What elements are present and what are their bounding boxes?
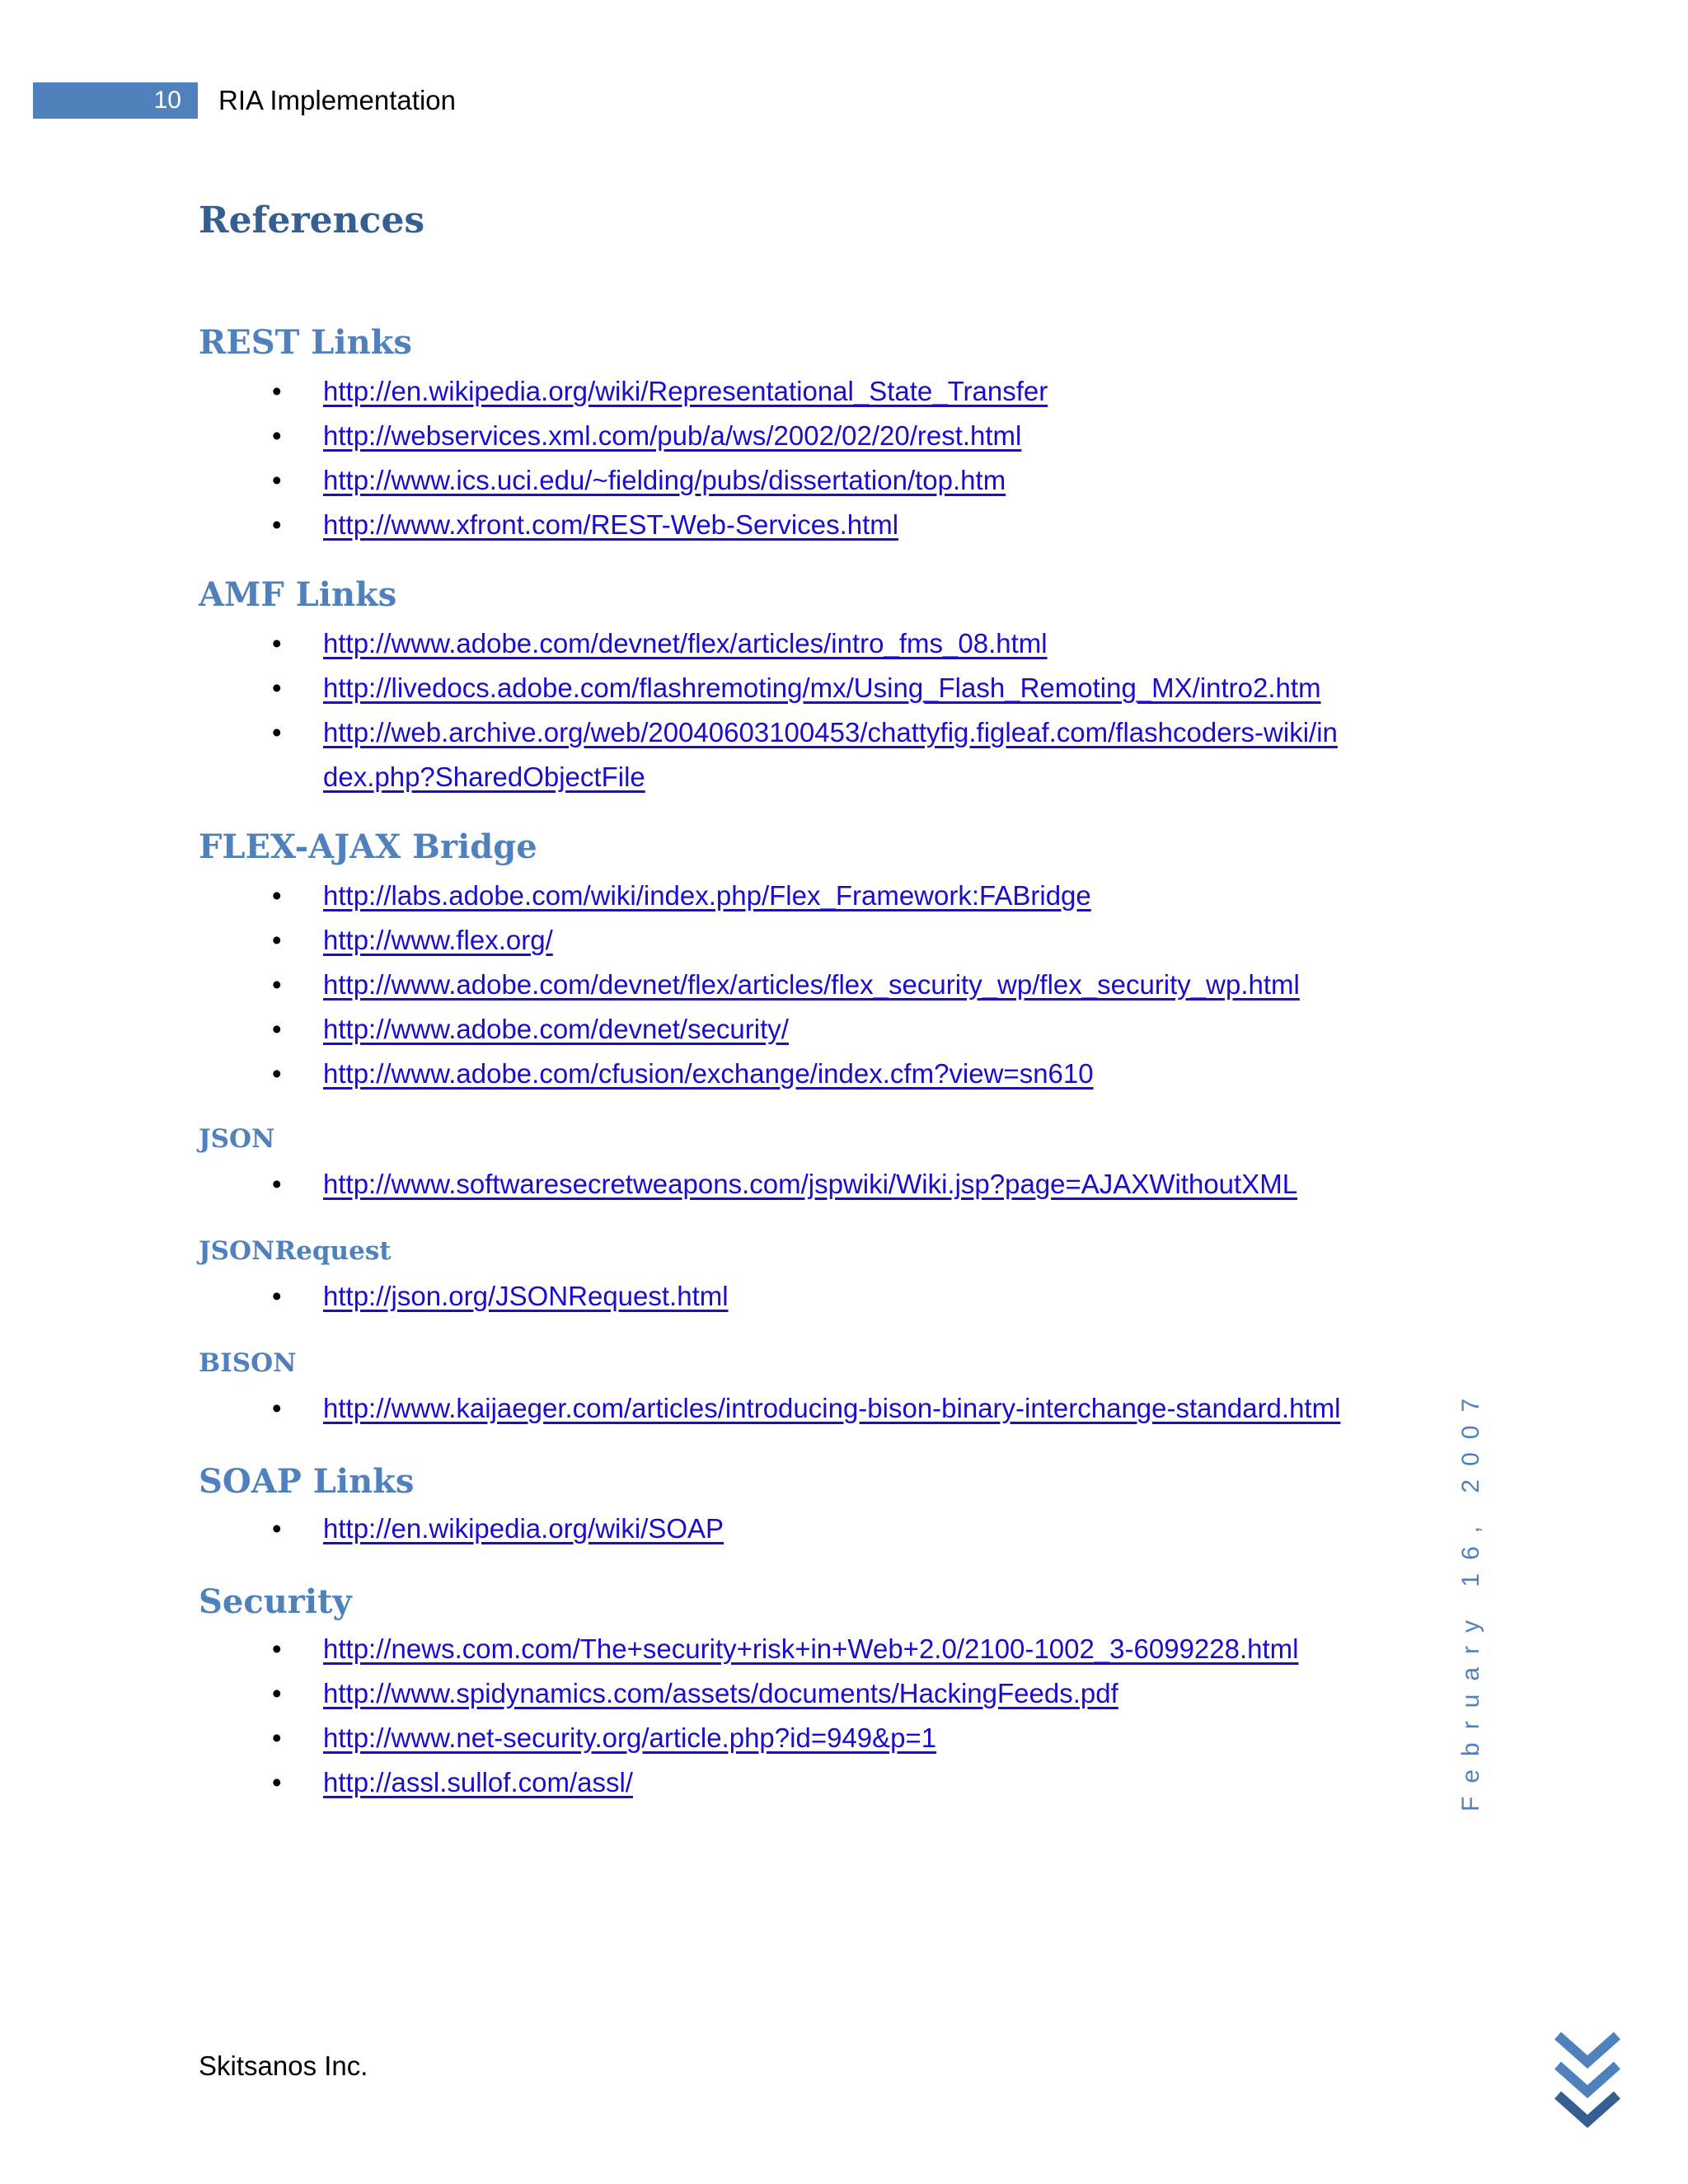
bullet-icon: • (272, 673, 282, 703)
page-number: 10 (153, 87, 181, 114)
section-heading-rest: REST Links (199, 323, 412, 362)
section-heading-amf: AMF Links (199, 575, 397, 614)
list-item (0, 1716, 1477, 1760)
list-item (0, 710, 1345, 799)
bullet-icon: • (272, 465, 282, 495)
list-item (0, 503, 1477, 547)
reference-link[interactable]: http://webservices.xml.com/pub/a/ws/2002/02/20/rest.html (323, 420, 1022, 451)
reference-link[interactable]: http://livedocs.adobe.com/flashremoting/mx/Using_Flash_Remoting_MX/intro2.htm (323, 673, 1321, 703)
reference-link[interactable]: http://web.archive.org/web/20040603100453/chattyfig.figleaf.com/flashcoders-wiki/index.php?SharedObjectFile (323, 717, 1338, 792)
json-link-list (0, 1162, 1477, 1207)
bullet-icon: • (272, 880, 282, 911)
bullet-icon: • (272, 628, 282, 658)
soap-link-list (0, 1507, 1477, 1551)
bullet-icon: • (272, 1393, 282, 1423)
bullet-icon: • (272, 1678, 282, 1708)
list-item (0, 1507, 1477, 1551)
list-item (0, 1052, 1477, 1096)
list-item (0, 1274, 1477, 1319)
bullet-icon: • (272, 925, 282, 955)
reference-link[interactable]: http://labs.adobe.com/wiki/index.php/Flex_Framework:FABridge (323, 880, 1091, 911)
list-item (0, 1671, 1477, 1716)
reference-link[interactable]: http://en.wikipedia.org/wiki/Representational_State_Transfer (323, 376, 1048, 406)
reference-link[interactable]: http://en.wikipedia.org/wiki/SOAP (323, 1513, 724, 1544)
reference-link[interactable]: http://www.adobe.com/devnet/flex/articles/intro_fms_08.html (323, 628, 1048, 658)
reference-link[interactable]: http://assl.sullof.com/assl/ (323, 1767, 633, 1797)
bullet-icon: • (272, 1169, 282, 1199)
reference-link[interactable]: http://json.org/JSONRequest.html (323, 1281, 729, 1311)
reference-link[interactable]: http://news.com.com/The+security+risk+in+Web+2.0/2100-1002_3-6099228.html (323, 1633, 1299, 1664)
bullet-icon: • (272, 420, 282, 451)
bison-link-list (0, 1386, 1477, 1431)
bullet-icon: • (272, 509, 282, 540)
rest-link-list (0, 369, 1477, 547)
list-item (0, 918, 1477, 963)
list-item (0, 1627, 1477, 1671)
reference-link[interactable]: http://www.adobe.com/cfusion/exchange/index.cfm?view=sn610 (323, 1058, 1094, 1089)
list-item (0, 874, 1477, 918)
section-heading-soap: SOAP Links (199, 1462, 415, 1501)
footer-date: February 16, 2007 (1457, 1385, 1484, 1811)
reference-link[interactable]: http://www.kaijaeger.com/articles/introducing-bison-binary-interchange-standard.html (323, 1393, 1341, 1423)
bullet-icon: • (272, 1767, 282, 1797)
bullet-icon: • (272, 1281, 282, 1311)
page-title: References (199, 199, 425, 241)
section-heading-flex-ajax: FLEX-AJAX Bridge (199, 827, 537, 866)
list-item (0, 1162, 1477, 1207)
bullet-icon: • (272, 1014, 282, 1044)
list-item (0, 621, 1477, 666)
bullet-icon: • (272, 1633, 282, 1664)
jsonrequest-link-list (0, 1274, 1477, 1319)
list-item (0, 1760, 1477, 1805)
list-item (0, 369, 1477, 414)
reference-link[interactable]: http://www.ics.uci.edu/~fielding/pubs/dissertation/top.htm (323, 465, 1006, 495)
bullet-icon: • (272, 1722, 282, 1753)
amf-link-list (0, 621, 1477, 799)
flex-ajax-link-list (0, 874, 1477, 1096)
reference-link[interactable]: http://www.flex.org/ (323, 925, 553, 955)
reference-link[interactable]: http://www.xfront.com/REST-Web-Services.html (323, 509, 899, 540)
bullet-icon: • (272, 969, 282, 1000)
bullet-icon: • (272, 717, 282, 748)
list-item (0, 1386, 1477, 1431)
list-item (0, 963, 1477, 1007)
document-title: RIA Implementation (218, 85, 456, 115)
reference-link[interactable]: http://www.adobe.com/devnet/security/ (323, 1014, 789, 1044)
reference-link[interactable]: http://www.spidynamics.com/assets/documents/HackingFeeds.pdf (323, 1678, 1118, 1708)
section-heading-bison: BISON (199, 1348, 297, 1378)
section-heading-json: JSON (199, 1124, 275, 1154)
bullet-icon: • (272, 1513, 282, 1544)
section-heading-security: Security (199, 1582, 352, 1621)
list-item (0, 666, 1477, 710)
list-item (0, 414, 1477, 458)
bullet-icon: • (272, 376, 282, 406)
chevron-down-icon (1553, 2027, 1622, 2135)
list-item (0, 1007, 1477, 1052)
reference-link[interactable]: http://www.softwaresecretweapons.com/jspwiki/Wiki.jsp?page=AJAXWithoutXML (323, 1169, 1298, 1199)
bullet-icon: • (272, 1058, 282, 1089)
footer-company: Skitsanos Inc. (199, 2050, 368, 2081)
reference-link[interactable]: http://www.adobe.com/devnet/flex/articles/flex_security_wp/flex_security_wp.html (323, 969, 1300, 1000)
reference-link[interactable]: http://www.net-security.org/article.php?id=949&p=1 (323, 1722, 937, 1753)
list-item (0, 458, 1477, 503)
security-link-list (0, 1627, 1477, 1805)
section-heading-jsonrequest: JSONRequest (199, 1236, 392, 1266)
